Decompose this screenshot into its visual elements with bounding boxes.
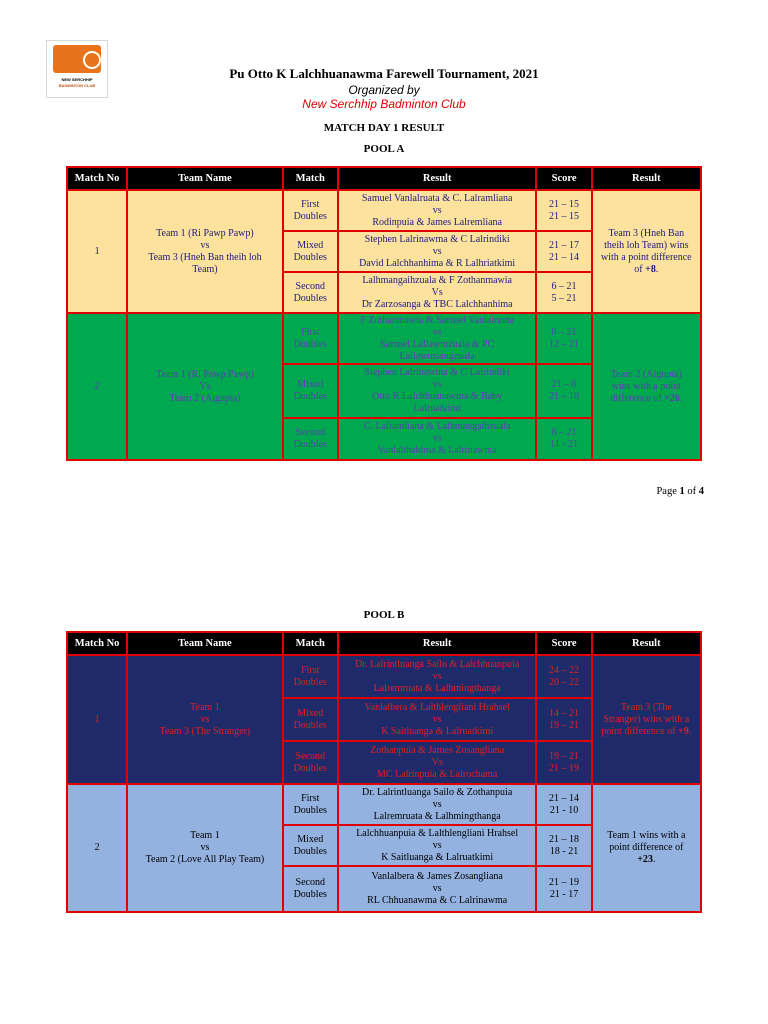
point-difference: +9 (678, 725, 689, 737)
game-score: 14 – 21 19 – 21 (536, 698, 591, 741)
game-type: Second Doubles (283, 866, 338, 912)
game-score: 21 – 15 21 – 15 (536, 190, 591, 231)
game-result: Dr. Lalrintluanga Sailo & Zothanpuia vs Lalremruata & Lalhmingthanga (338, 784, 537, 825)
game-type: Mixed Doubles (283, 698, 338, 741)
col-header-team-name: Team Name (127, 167, 282, 190)
table-header-row (67, 632, 701, 655)
game-score: 21 – 14 21 - 10 (536, 784, 591, 825)
team-name: Team 1 vs Team 2 (Love All Play Team) (127, 784, 282, 912)
logo-text-line1: NEW SERCHHIP (61, 77, 93, 82)
col-header-result: Result (338, 632, 537, 655)
game-result: Vanlalbera & James Zosangliana vs RL Chhuanawma & C Lalrinawma (338, 866, 537, 912)
match-day-title: MATCH DAY 1 RESULT (323, 122, 445, 134)
game-result: Vanlalbera & Lalthlengliani Hrahsel vs K Saitluanga & Lalruatkimi (338, 698, 537, 741)
table-row (67, 313, 701, 364)
col-header-team-name: Team Name (127, 632, 282, 655)
game-result: Lalchhuanpuia & Lalthlengliani Hrahsel vs K Saitluanga & Lalruatkimi (338, 825, 537, 866)
game-type: First Doubles (283, 313, 338, 364)
logo-text-line2: BADMINTON CLUB (58, 83, 96, 88)
game-score: 21 – 6 21 – 18 (536, 364, 591, 418)
table-row (67, 784, 701, 825)
game-score: 6 – 21 5 – 21 (536, 272, 591, 313)
team-name: Team 1 (Ri Pawp Pawp) Vs Team 2 (Aigupta) (127, 313, 282, 460)
club-name: New Serchhip Badminton Club (302, 97, 466, 111)
game-score: 21 – 19 21 - 17 (536, 866, 591, 912)
game-result: Zothanpuia & James Zosangliana Vs MC Lalrinpuia & Lalrochama (338, 741, 537, 784)
game-type: Second Doubles (283, 741, 338, 784)
game-score: 21 – 18 18 - 21 (536, 825, 591, 866)
match-outcome: Team 2 (Aigupta) wins with a point difference of +26. (592, 313, 701, 460)
game-score: 21 – 17 21 – 14 (536, 231, 591, 272)
col-header-outcome: Result (592, 632, 701, 655)
point-difference: +8 (645, 263, 656, 275)
game-type: First Doubles (283, 784, 338, 825)
table-row (67, 655, 701, 698)
col-header-outcome: Result (592, 167, 701, 190)
pool-a-table (66, 166, 702, 461)
game-result: C. Lalramliana & Lalhmangaihzuala vs Vanlalthakima & Lalrinawma (338, 418, 537, 460)
match-outcome: Team 3 (The Stranger) wins with a point difference of +9. (592, 655, 701, 784)
game-type: Mixed Doubles (283, 364, 338, 418)
match-number: 2 (67, 313, 127, 460)
pool-b-table (66, 631, 702, 913)
tournament-title: Pu Otto K Lalchhuanawma Farewell Tournament, 2021 (229, 66, 539, 81)
col-header-match-no: Match No (67, 632, 127, 655)
game-type: Second Doubles (283, 418, 338, 460)
team-name: Team 1 (Ri Pawp Pawp) vs Team 3 (Hneh Ban theih loh Team) (127, 190, 282, 313)
page-number: Page 1 of 4 (656, 486, 704, 497)
table-row (67, 190, 701, 231)
col-header-match: Match (283, 632, 338, 655)
organized-by: Organized by (348, 83, 420, 97)
game-result: Dr. Lalrintluanga Sailo & Lalchhuanpuia vs Lalremruata & Lalhmingthanga (338, 655, 537, 698)
game-result: Samuel Vanlalruata & C. Lalramliana vs Rodinpuia & James Lalremliana (338, 190, 537, 231)
point-difference: +23 (637, 854, 653, 865)
game-type: Second Doubles (283, 272, 338, 313)
col-header-match-no: Match No (67, 167, 127, 190)
game-score: 24 – 22 20 – 22 (536, 655, 591, 698)
point-difference: +26 (664, 392, 680, 404)
col-header-score: Score (536, 632, 591, 655)
match-number: 2 (67, 784, 127, 912)
match-number: 1 (67, 190, 127, 313)
game-type: First Doubles (283, 655, 338, 698)
game-result: Stephen Lalrinawma & C Lalrindiki vs David Lalchhanhima & R Lalhriatkimi (338, 231, 537, 272)
pool-a-title: POOL A (363, 143, 405, 155)
game-result: Stephen Lalrinawma & C Lalrindiki vs Otto K Lalchhuanawma & Baby Lalruatkimi (338, 364, 537, 418)
game-score: 8 – 21 12 – 21 (536, 313, 591, 364)
game-type: Mixed Doubles (283, 825, 338, 866)
team-name: Team 1 vs Team 3 (The Stranger) (127, 655, 282, 784)
game-result: Lalhmangaihzuala & F Zothanmawia Vs Dr Zarzosanga & TBC Lalchhanhima (338, 272, 537, 313)
col-header-result: Result (338, 167, 537, 190)
col-header-match: Match (283, 167, 338, 190)
table-header-row (67, 167, 701, 190)
game-type: Mixed Doubles (283, 231, 338, 272)
match-outcome: Team 3 (Hneh Ban theih loh Team) wins with a point difference of +8. (592, 190, 701, 313)
game-type: First Doubles (283, 190, 338, 231)
match-number: 1 (67, 655, 127, 784)
col-header-score: Score (536, 167, 591, 190)
pool-b-title: POOL B (363, 609, 405, 621)
game-score: 19 – 21 21 – 19 (536, 741, 591, 784)
game-result: F Zothanmawia & Samuel Vanlalruata vs Samuel Lallawmzuala & PC Lallawmsangzuala (338, 313, 537, 364)
match-outcome: Team 1 wins with a point difference of +23. (592, 784, 701, 912)
game-score: 8 – 21 11 - 21 (536, 418, 591, 460)
